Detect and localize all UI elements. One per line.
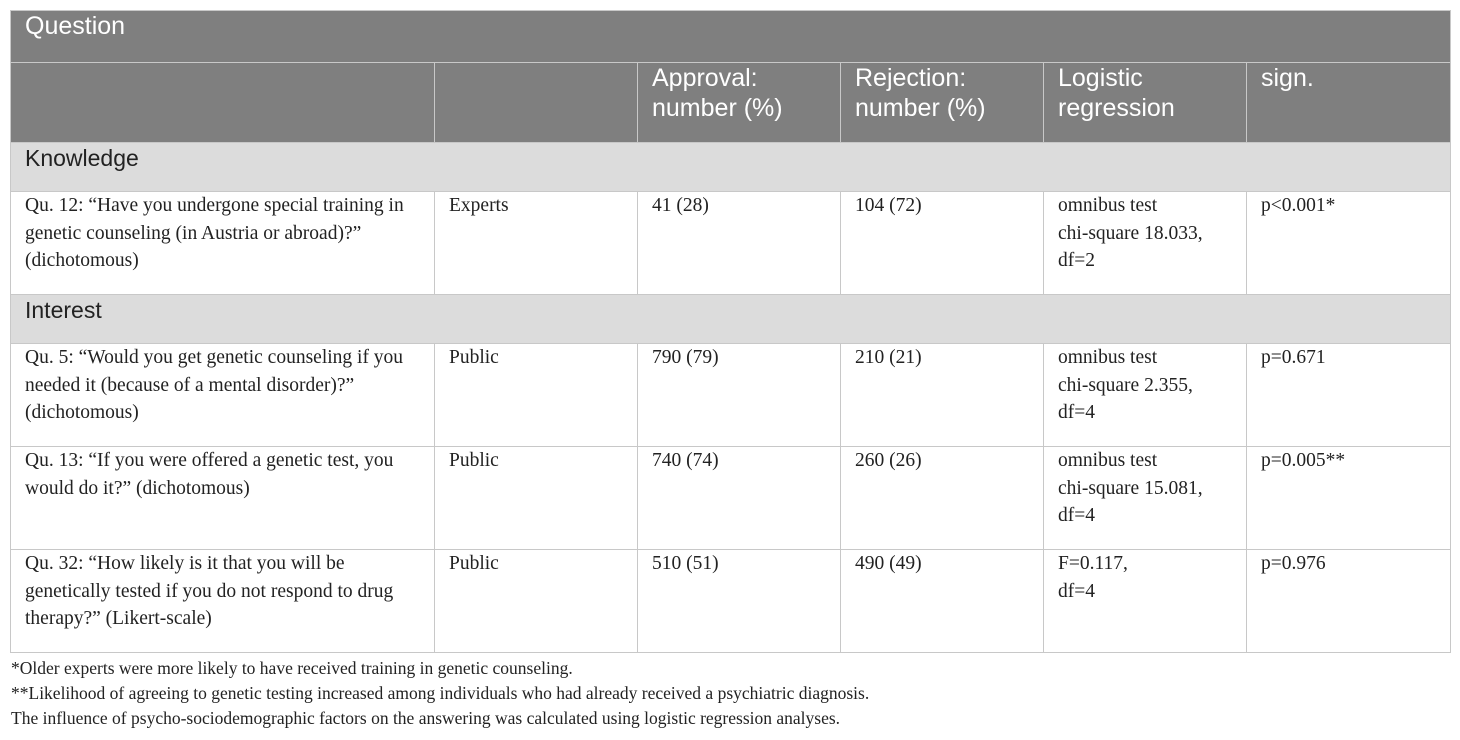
rejection-cell: 490 (49) bbox=[841, 550, 1044, 653]
header-blank bbox=[11, 63, 435, 143]
approval-cell: 510 (51) bbox=[638, 550, 841, 653]
section-row bbox=[11, 143, 1451, 192]
header-sign: sign. bbox=[1247, 63, 1451, 143]
regression-cell bbox=[1044, 550, 1247, 653]
regression-cell bbox=[1044, 447, 1247, 550]
regression-line: df=4 bbox=[1058, 505, 1095, 526]
header-logistic-regression: Logistic regression bbox=[1044, 63, 1247, 143]
sign-cell: p=0.671 bbox=[1247, 344, 1451, 447]
header-blank-group bbox=[435, 63, 638, 143]
regression-line: omnibus test bbox=[1058, 195, 1158, 216]
question-cell: Qu. 32: “How likely is it that you will be genetically tested if you do not respond to drug therapy?” (Likert-scale) bbox=[11, 550, 435, 653]
table-row bbox=[11, 192, 1451, 295]
regression-line: omnibus test bbox=[1058, 450, 1158, 471]
footnote: **Likelihood of agreeing to genetic testing increased among individuals who had already received a psychiatric diagnosis. bbox=[11, 683, 870, 703]
header-row-1 bbox=[11, 11, 1451, 63]
group-cell: Public bbox=[435, 447, 638, 550]
header-row-2 bbox=[11, 63, 1451, 143]
regression-line: df=4 bbox=[1058, 580, 1095, 602]
table-row bbox=[11, 447, 1451, 550]
regression-line: chi-square 15.081, bbox=[1058, 477, 1203, 499]
approval-cell: 740 (74) bbox=[638, 447, 841, 550]
table-body bbox=[11, 143, 1451, 653]
regression-line: df=2 bbox=[1058, 250, 1095, 271]
group-cell: Public bbox=[435, 550, 638, 653]
header-question: Question bbox=[11, 11, 1451, 63]
question-cell: Qu. 5: “Would you get genetic counseling if you needed it (because of a mental disorder)?” (dichotomous) bbox=[11, 344, 435, 447]
approval-cell: 790 (79) bbox=[638, 344, 841, 447]
footnote: The influence of psycho-sociodemographic factors on the answering was calculated using logistic regression analyses. bbox=[11, 708, 841, 728]
rejection-cell: 260 (26) bbox=[841, 447, 1044, 550]
group-cell: Experts bbox=[435, 192, 638, 295]
section-title: Interest bbox=[11, 295, 1451, 344]
approval-cell: 41 (28) bbox=[638, 192, 841, 295]
sign-cell: p=0.976 bbox=[1247, 550, 1451, 653]
rejection-cell: 104 (72) bbox=[841, 192, 1044, 295]
regression-line: chi-square 18.033, bbox=[1058, 222, 1203, 244]
section-row bbox=[11, 295, 1451, 344]
regression-cell bbox=[1044, 344, 1247, 447]
regression-line: omnibus test bbox=[1058, 347, 1158, 368]
footnotes bbox=[11, 656, 1451, 731]
question-cell: Qu. 12: “Have you undergone special training in genetic counseling (in Austria or abroad)?” (dichotomous) bbox=[11, 192, 435, 295]
header-rejection: Rejection: number (%) bbox=[841, 63, 1044, 143]
sign-cell: p<0.001* bbox=[1247, 192, 1451, 295]
footnote: *Older experts were more likely to have received training in genetic counseling. bbox=[11, 658, 573, 678]
sign-cell: p=0.005** bbox=[1247, 447, 1451, 550]
rejection-cell: 210 (21) bbox=[841, 344, 1044, 447]
section-title: Knowledge bbox=[11, 143, 1451, 192]
results-table bbox=[10, 10, 1451, 653]
regression-line: df=4 bbox=[1058, 402, 1095, 423]
table-row bbox=[11, 550, 1451, 653]
group-cell: Public bbox=[435, 344, 638, 447]
header-approval: Approval: number (%) bbox=[638, 63, 841, 143]
regression-line: F=0.117, bbox=[1058, 553, 1128, 574]
table-row bbox=[11, 344, 1451, 447]
regression-cell bbox=[1044, 192, 1247, 295]
question-cell: Qu. 13: “If you were offered a genetic test, you would do it?” (dichotomous) bbox=[11, 447, 435, 550]
regression-line: chi-square 2.355, bbox=[1058, 374, 1193, 396]
